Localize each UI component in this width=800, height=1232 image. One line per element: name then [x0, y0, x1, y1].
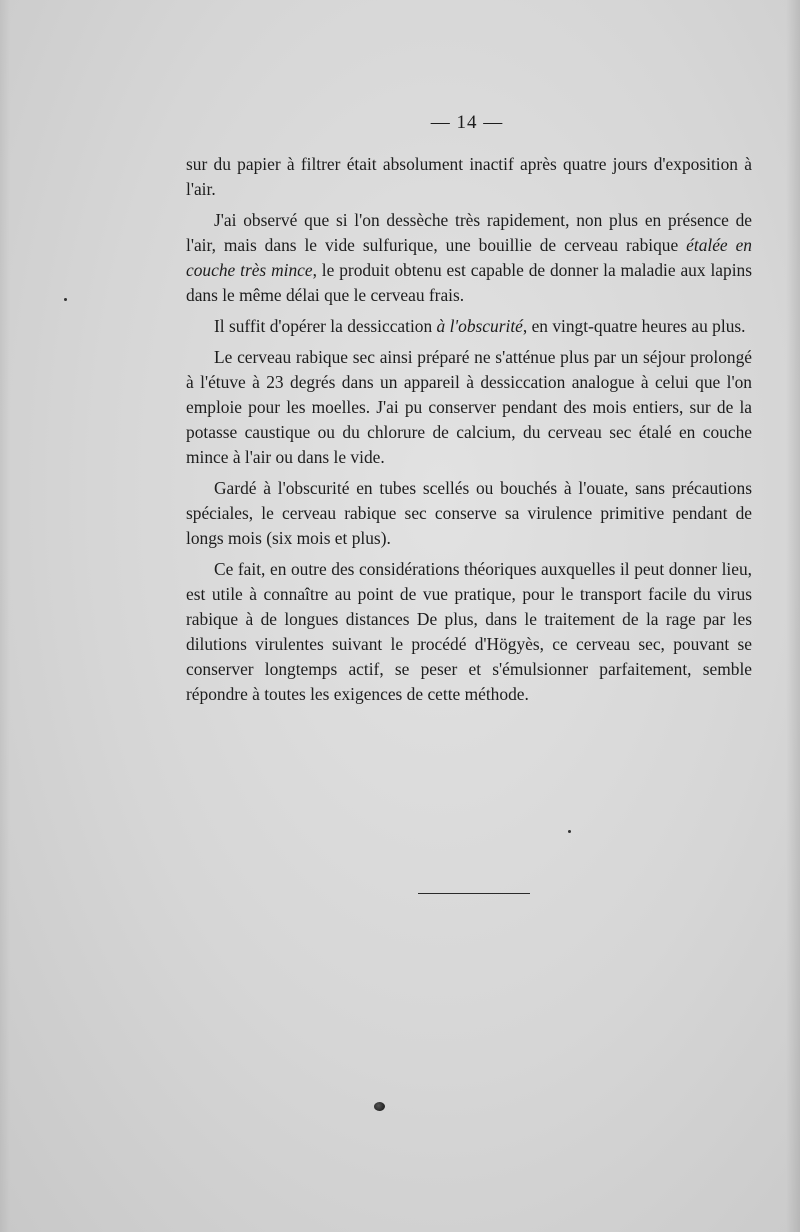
paragraph-3: [186, 314, 752, 339]
paragraph-4-text: Le cerveau rabique sec ainsi préparé ne s'atténue plus par un séjour prolongé à l'étuve à 23 degrés dans un appareil à dessiccation analogue à celui que l'on emploie pour les moelles. J'ai pu conserver pendant des mois entiers, sur de la potasse caustique ou du chlorure de calcium, du cerveau sec étalé en couche mince à l'air ou dans le vide.: [186, 347, 752, 467]
page-edge-shadow-left: [0, 0, 10, 1232]
paragraph-5-text: Gardé à l'obscurité en tubes scellés ou bouchés à l'ouate, sans précautions spéciales, le cerveau rabique sec conserve sa virulence primitive pendant de longs mois (six mois et plus).: [186, 478, 752, 548]
paragraph-2-text-end: , le produit obtenu est capable de donner la maladie aux lapins dans le même délai que le cerveau frais.: [186, 260, 752, 305]
paragraph-2-italic: étalée en couche très mince: [186, 235, 753, 280]
page-edge-shadow-right: [786, 0, 800, 1232]
body-text: [186, 152, 752, 713]
paragraph-1-text: sur du papier à filtrer était absolument inactif après quatre jours d'exposition à l'air.: [186, 154, 752, 199]
section-end-rule: [418, 893, 530, 894]
paragraph-1: [186, 152, 752, 202]
paper-speck: [568, 830, 571, 833]
paragraph-2: [186, 208, 752, 308]
paper-speck: [64, 298, 67, 301]
paragraph-4: [186, 345, 752, 470]
page-number: — 14 —: [430, 112, 504, 133]
paragraph-3-text-start: Il suffit d'opérer la dessiccation: [214, 316, 437, 336]
paragraph-5: [186, 476, 752, 551]
library-stamp-mark: [374, 1102, 385, 1111]
paragraph-6-text: Ce fait, en outre des considérations théoriques auxquelles il peut donner lieu, est utile à connaître au point de vue pratique, pour le transport facile du virus rabique à de longues distances De plus, dans le traitement de la rage par les dilutions virulentes suivant le procédé d'Högyès, ce cerveau sec, pouvant se conserver longtemps actif, se peser et s'émulsionner parfaitement, semble répondre à toutes les exigences de cette méthode.: [186, 559, 752, 704]
paragraph-2-text-start: J'ai observé que si l'on dessèche très rapidement, non plus en présence de l'air, mais dans le vide sulfurique, une bouillie de cerveau rabique: [186, 210, 752, 255]
paragraph-3-italic: à l'obscurité: [436, 316, 523, 336]
paragraph-6: [186, 557, 752, 707]
paragraph-3-text-end: , en vingt-quatre heures au plus.: [522, 316, 746, 336]
